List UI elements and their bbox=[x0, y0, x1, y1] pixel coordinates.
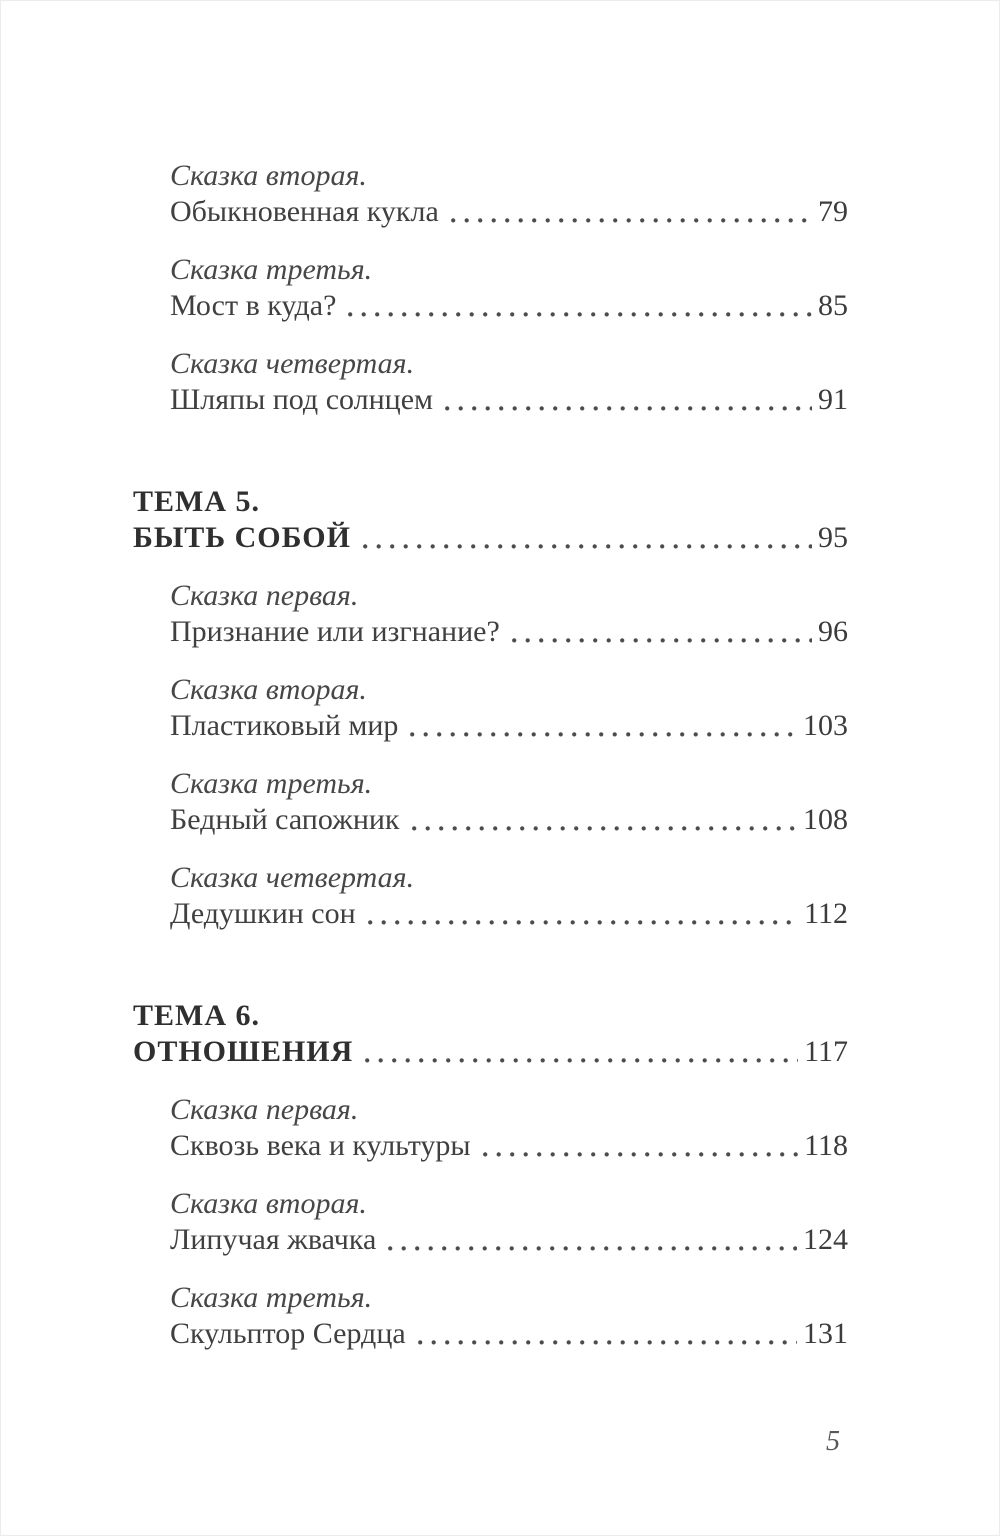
toc-entry-title: Пластиковый мир bbox=[170, 709, 399, 742]
toc-entry-title: Обыкновенная кукла bbox=[170, 195, 439, 228]
toc-entry bbox=[133, 998, 848, 1070]
toc-entry-title-line bbox=[170, 708, 848, 744]
dotted-leader bbox=[445, 406, 812, 411]
toc-entry-title-line bbox=[133, 520, 848, 556]
dotted-leader bbox=[365, 1058, 798, 1063]
toc-entry-title-line bbox=[170, 288, 848, 324]
toc-entry-label: ТЕМА 5. bbox=[133, 485, 260, 518]
dotted-leader bbox=[410, 732, 797, 737]
toc-entry-label: Сказка первая. bbox=[170, 1093, 359, 1126]
dotted-leader bbox=[363, 544, 812, 549]
toc-entry bbox=[170, 766, 848, 838]
toc-entry bbox=[170, 252, 848, 324]
toc-entry-title-line bbox=[170, 1316, 848, 1352]
toc-entry-title-line bbox=[133, 1034, 848, 1070]
toc-entry-label: Сказка третья. bbox=[170, 253, 373, 286]
toc-entry-title: Дедушкин сон bbox=[170, 897, 356, 930]
toc-entry-label: Сказка четвертая. bbox=[170, 347, 415, 380]
toc-entry-title-line bbox=[170, 1222, 848, 1258]
toc-entry bbox=[170, 1280, 848, 1352]
toc-entry-title: Скульптор Сердца bbox=[170, 1317, 406, 1350]
toc-entry-page: 117 bbox=[804, 1035, 848, 1068]
toc-entry-label: ТЕМА 6. bbox=[133, 999, 260, 1032]
toc-entry bbox=[170, 346, 848, 418]
toc-entry-label: Сказка вторая. bbox=[170, 1187, 367, 1220]
toc-entry bbox=[170, 158, 848, 230]
toc-entry-label: Сказка третья. bbox=[170, 767, 373, 800]
toc-entry-page: 108 bbox=[803, 803, 848, 836]
toc-entry-page: 96 bbox=[818, 615, 848, 648]
toc-entry-label: Сказка первая. bbox=[170, 579, 359, 612]
toc-entry bbox=[170, 1092, 848, 1164]
toc-entry-title-line bbox=[170, 382, 848, 418]
toc-entry-label: Сказка вторая. bbox=[170, 159, 367, 192]
toc-entry-title-line bbox=[170, 194, 848, 230]
toc-entry-title-line bbox=[170, 614, 848, 650]
toc-entry bbox=[133, 484, 848, 556]
dotted-leader bbox=[348, 312, 812, 317]
toc-entry-page: 118 bbox=[804, 1129, 848, 1162]
toc-entry-title: Мост в куда? bbox=[170, 289, 337, 322]
toc-entry-title: ОТНОШЕНИЯ bbox=[133, 1035, 354, 1068]
dotted-leader bbox=[412, 826, 798, 831]
toc-entry-title-line bbox=[170, 1128, 848, 1164]
toc-entry-page: 124 bbox=[803, 1223, 848, 1256]
toc-entry-title: Признание или изгнание? bbox=[170, 615, 500, 648]
toc-entry bbox=[170, 860, 848, 932]
toc-entry-title: Бедный сапожник bbox=[170, 803, 400, 836]
dotted-leader bbox=[388, 1246, 797, 1251]
toc-entry-page: 79 bbox=[818, 195, 848, 228]
dotted-leader bbox=[483, 1152, 799, 1157]
toc-entry-title: Сквозь века и культуры bbox=[170, 1129, 471, 1162]
dotted-leader bbox=[368, 920, 798, 925]
dotted-leader bbox=[418, 1340, 797, 1345]
toc-entry-page: 112 bbox=[804, 897, 848, 930]
toc-entry-title: Шляпы под солнцем bbox=[170, 383, 433, 416]
toc-entry-page: 91 bbox=[818, 383, 848, 416]
page-number: 5 bbox=[826, 1426, 840, 1457]
toc-entry-title: БЫТЬ СОБОЙ bbox=[133, 521, 351, 554]
dotted-leader bbox=[512, 638, 812, 643]
toc-entry-page: 103 bbox=[803, 709, 848, 742]
dotted-leader bbox=[451, 218, 812, 223]
toc-entry-page: 95 bbox=[818, 521, 848, 554]
toc-entry-label: Сказка третья. bbox=[170, 1281, 373, 1314]
toc-list bbox=[133, 158, 848, 1374]
toc-entry-title-line bbox=[170, 896, 848, 932]
toc-entry-page: 131 bbox=[803, 1317, 848, 1350]
toc-entry-page: 85 bbox=[818, 289, 848, 322]
toc-entry-label: Сказка вторая. bbox=[170, 673, 367, 706]
toc-entry-title-line bbox=[170, 802, 848, 838]
toc-entry-title: Липучая жвачка bbox=[170, 1223, 377, 1256]
toc-entry-label: Сказка четвертая. bbox=[170, 861, 415, 894]
toc-entry bbox=[170, 1186, 848, 1258]
toc-entry bbox=[170, 672, 848, 744]
toc-entry bbox=[170, 578, 848, 650]
